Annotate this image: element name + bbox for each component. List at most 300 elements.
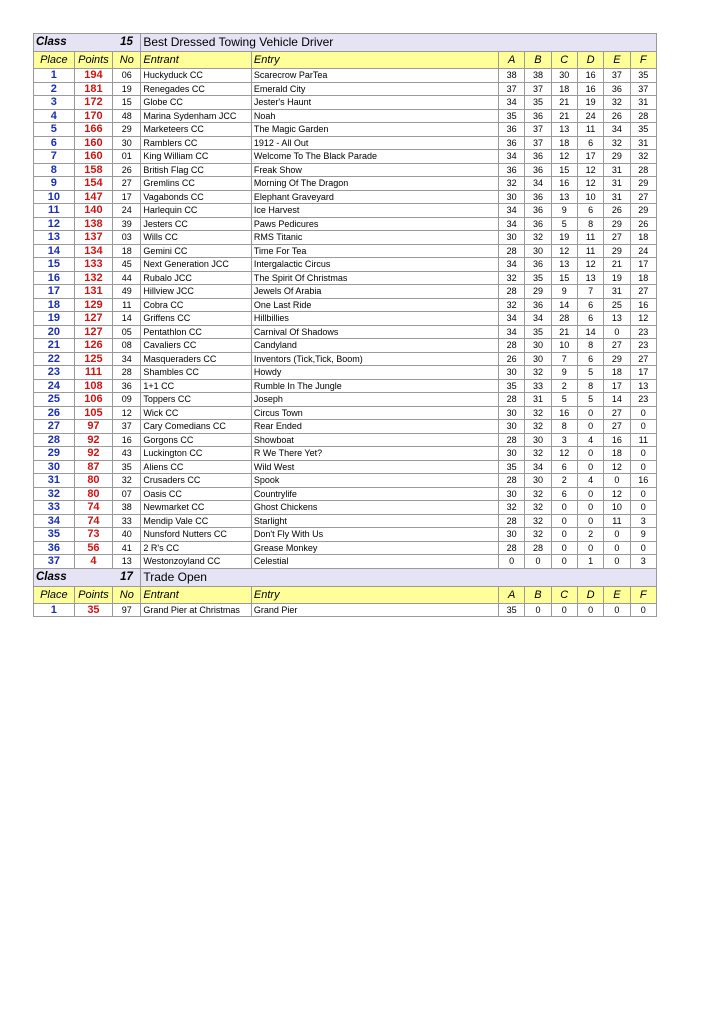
cell-d: 6 — [577, 352, 603, 366]
cell-entrant: Rubalo JCC — [141, 271, 252, 285]
cell-place: 15 — [34, 258, 75, 272]
cell-entrant: Cary Comedians CC — [141, 420, 252, 434]
class-number: 17 — [113, 568, 141, 586]
cell-no: 37 — [113, 420, 141, 434]
cell-f: 31 — [630, 96, 656, 110]
cell-f: 17 — [630, 258, 656, 272]
cell-f: 37 — [630, 82, 656, 96]
cell-c: 0 — [551, 603, 577, 617]
cell-no: 97 — [113, 603, 141, 617]
cell-f: 24 — [630, 244, 656, 258]
cell-f: 12 — [630, 312, 656, 326]
table-row — [34, 366, 657, 380]
cell-c: 6 — [551, 487, 577, 501]
class-title-row — [34, 34, 657, 52]
cell-points: 138 — [74, 217, 113, 231]
cell-entry: Time For Tea — [251, 244, 498, 258]
cell-no: 14 — [113, 312, 141, 326]
table-row — [34, 406, 657, 420]
cell-no: 40 — [113, 528, 141, 542]
cell-entrant: Shambles CC — [141, 366, 252, 380]
cell-a: 34 — [499, 325, 525, 339]
cell-c: 0 — [551, 555, 577, 569]
cell-points: 158 — [74, 163, 113, 177]
cell-e: 12 — [604, 460, 630, 474]
cell-points: 166 — [74, 123, 113, 137]
cell-f: 11 — [630, 433, 656, 447]
cell-c: 21 — [551, 325, 577, 339]
cell-b: 36 — [525, 217, 551, 231]
cell-d: 0 — [577, 541, 603, 555]
cell-no: 29 — [113, 123, 141, 137]
cell-place: 25 — [34, 393, 75, 407]
cell-c: 12 — [551, 244, 577, 258]
cell-d: 12 — [577, 177, 603, 191]
cell-place: 5 — [34, 123, 75, 137]
cell-entrant: 1+1 CC — [141, 379, 252, 393]
cell-e: 21 — [604, 258, 630, 272]
cell-points: 194 — [74, 69, 113, 83]
cell-e: 37 — [604, 69, 630, 83]
cell-b: 36 — [525, 163, 551, 177]
cell-no: 49 — [113, 285, 141, 299]
cell-a: 28 — [499, 514, 525, 528]
header-place: Place — [34, 52, 75, 69]
table-row — [34, 231, 657, 245]
cell-d: 16 — [577, 69, 603, 83]
header-f: F — [630, 52, 656, 69]
cell-e: 11 — [604, 514, 630, 528]
cell-entry: RMS Titanic — [251, 231, 498, 245]
cell-f: 23 — [630, 339, 656, 353]
cell-e: 27 — [604, 339, 630, 353]
table-row — [34, 298, 657, 312]
cell-a: 32 — [499, 298, 525, 312]
cell-c: 13 — [551, 190, 577, 204]
cell-no: 28 — [113, 366, 141, 380]
cell-a: 34 — [499, 150, 525, 164]
cell-e: 31 — [604, 163, 630, 177]
cell-c: 0 — [551, 501, 577, 515]
header-place: Place — [34, 586, 75, 603]
cell-place: 6 — [34, 136, 75, 150]
results-table — [33, 33, 657, 617]
cell-no: 27 — [113, 177, 141, 191]
cell-b: 34 — [525, 312, 551, 326]
cell-e: 0 — [604, 528, 630, 542]
class-name: Best Dressed Towing Vehicle Driver — [141, 34, 657, 52]
cell-c: 18 — [551, 136, 577, 150]
cell-e: 26 — [604, 109, 630, 123]
cell-c: 14 — [551, 298, 577, 312]
cell-entry: Scarecrow ParTea — [251, 69, 498, 83]
cell-f: 16 — [630, 298, 656, 312]
cell-d: 6 — [577, 312, 603, 326]
cell-f: 23 — [630, 393, 656, 407]
cell-place: 7 — [34, 150, 75, 164]
cell-f: 0 — [630, 460, 656, 474]
cell-e: 31 — [604, 177, 630, 191]
cell-a: 30 — [499, 447, 525, 461]
cell-points: 56 — [74, 541, 113, 555]
cell-b: 35 — [525, 96, 551, 110]
cell-b: 36 — [525, 204, 551, 218]
cell-entrant: Harlequin CC — [141, 204, 252, 218]
cell-entrant: Vagabonds CC — [141, 190, 252, 204]
cell-entry: Morning Of The Dragon — [251, 177, 498, 191]
cell-entry: Starlight — [251, 514, 498, 528]
cell-entrant: Griffens CC — [141, 312, 252, 326]
table-row — [34, 96, 657, 110]
cell-no: 01 — [113, 150, 141, 164]
cell-points: 92 — [74, 447, 113, 461]
cell-a: 30 — [499, 420, 525, 434]
cell-place: 29 — [34, 447, 75, 461]
cell-no: 33 — [113, 514, 141, 528]
cell-entry: Jewels Of Arabia — [251, 285, 498, 299]
cell-entrant: Mendip Vale CC — [141, 514, 252, 528]
cell-entrant: Hillview JCC — [141, 285, 252, 299]
class-number: 15 — [113, 34, 141, 52]
cell-a: 30 — [499, 528, 525, 542]
cell-entry: Hillbillies — [251, 312, 498, 326]
cell-e: 18 — [604, 447, 630, 461]
table-row — [34, 312, 657, 326]
cell-b: 36 — [525, 258, 551, 272]
cell-place: 26 — [34, 406, 75, 420]
cell-no: 13 — [113, 555, 141, 569]
table-row — [34, 163, 657, 177]
cell-d: 0 — [577, 420, 603, 434]
cell-b: 37 — [525, 82, 551, 96]
cell-points: 106 — [74, 393, 113, 407]
table-row — [34, 109, 657, 123]
table-row — [34, 541, 657, 555]
cell-points: 154 — [74, 177, 113, 191]
table-row — [34, 379, 657, 393]
class-label: Class — [34, 568, 113, 586]
cell-c: 0 — [551, 528, 577, 542]
table-row — [34, 177, 657, 191]
cell-f: 13 — [630, 379, 656, 393]
cell-entry: Showboat — [251, 433, 498, 447]
cell-entry: The Spirit Of Christmas — [251, 271, 498, 285]
class-title-row — [34, 568, 657, 586]
cell-f: 0 — [630, 447, 656, 461]
table-row — [34, 204, 657, 218]
header-points: Points — [74, 52, 113, 69]
table-row — [34, 487, 657, 501]
cell-entrant: Grand Pier at Christmas — [141, 603, 252, 617]
cell-entrant: Westonzoyland CC — [141, 555, 252, 569]
cell-e: 14 — [604, 393, 630, 407]
cell-e: 32 — [604, 136, 630, 150]
cell-f: 16 — [630, 474, 656, 488]
cell-no: 06 — [113, 69, 141, 83]
table-row — [34, 501, 657, 515]
header-c: C — [551, 52, 577, 69]
cell-e: 13 — [604, 312, 630, 326]
cell-d: 10 — [577, 190, 603, 204]
table-row — [34, 352, 657, 366]
cell-points: 125 — [74, 352, 113, 366]
table-row — [34, 339, 657, 353]
class-name: Trade Open — [141, 568, 657, 586]
header-d: D — [577, 586, 603, 603]
cell-a: 36 — [499, 163, 525, 177]
cell-entrant: Ramblers CC — [141, 136, 252, 150]
cell-c: 12 — [551, 447, 577, 461]
cell-entrant: Gremlins CC — [141, 177, 252, 191]
header-b: B — [525, 586, 551, 603]
cell-entry: Don't Fly With Us — [251, 528, 498, 542]
table-row — [34, 447, 657, 461]
table-row — [34, 82, 657, 96]
cell-place: 30 — [34, 460, 75, 474]
cell-a: 28 — [499, 285, 525, 299]
cell-d: 5 — [577, 366, 603, 380]
cell-b: 32 — [525, 528, 551, 542]
cell-e: 29 — [604, 352, 630, 366]
table-row — [34, 136, 657, 150]
cell-no: 48 — [113, 109, 141, 123]
cell-entrant: King William CC — [141, 150, 252, 164]
cell-a: 28 — [499, 244, 525, 258]
cell-f: 0 — [630, 420, 656, 434]
cell-place: 11 — [34, 204, 75, 218]
header-b: B — [525, 52, 551, 69]
cell-a: 32 — [499, 271, 525, 285]
results-sheet — [33, 33, 657, 617]
cell-entry: Grand Pier — [251, 603, 498, 617]
cell-points: 127 — [74, 325, 113, 339]
cell-entrant: Wills CC — [141, 231, 252, 245]
cell-entrant: Wick CC — [141, 406, 252, 420]
table-row — [34, 514, 657, 528]
cell-place: 31 — [34, 474, 75, 488]
cell-a: 32 — [499, 177, 525, 191]
cell-e: 12 — [604, 487, 630, 501]
table-row — [34, 528, 657, 542]
cell-entrant: Marketeers CC — [141, 123, 252, 137]
cell-points: 73 — [74, 528, 113, 542]
cell-d: 13 — [577, 271, 603, 285]
cell-b: 30 — [525, 352, 551, 366]
cell-entry: Spook — [251, 474, 498, 488]
cell-entry: Intergalactic Circus — [251, 258, 498, 272]
cell-a: 28 — [499, 474, 525, 488]
cell-a: 28 — [499, 393, 525, 407]
cell-place: 4 — [34, 109, 75, 123]
cell-d: 12 — [577, 258, 603, 272]
cell-d: 6 — [577, 298, 603, 312]
cell-entry: Candyland — [251, 339, 498, 353]
cell-e: 29 — [604, 150, 630, 164]
table-row — [34, 123, 657, 137]
cell-b: 32 — [525, 420, 551, 434]
cell-e: 10 — [604, 501, 630, 515]
cell-c: 21 — [551, 109, 577, 123]
cell-b: 32 — [525, 447, 551, 461]
cell-b: 36 — [525, 190, 551, 204]
cell-entrant: Gorgons CC — [141, 433, 252, 447]
cell-b: 30 — [525, 433, 551, 447]
cell-entry: Joseph — [251, 393, 498, 407]
cell-place: 37 — [34, 555, 75, 569]
cell-e: 0 — [604, 325, 630, 339]
cell-points: 134 — [74, 244, 113, 258]
cell-a: 26 — [499, 352, 525, 366]
cell-entrant: Huckyduck CC — [141, 69, 252, 83]
cell-b: 32 — [525, 406, 551, 420]
cell-f: 0 — [630, 487, 656, 501]
cell-place: 27 — [34, 420, 75, 434]
cell-place: 13 — [34, 231, 75, 245]
cell-d: 0 — [577, 487, 603, 501]
cell-d: 7 — [577, 285, 603, 299]
cell-f: 27 — [630, 190, 656, 204]
cell-c: 15 — [551, 271, 577, 285]
cell-e: 32 — [604, 96, 630, 110]
cell-f: 29 — [630, 204, 656, 218]
cell-entry: Rumble In The Jungle — [251, 379, 498, 393]
cell-place: 16 — [34, 271, 75, 285]
cell-entrant: Masqueraders CC — [141, 352, 252, 366]
cell-entrant: Pentathlon CC — [141, 325, 252, 339]
header-e: E — [604, 586, 630, 603]
cell-b: 34 — [525, 177, 551, 191]
table-row — [34, 271, 657, 285]
cell-a: 38 — [499, 69, 525, 83]
cell-f: 31 — [630, 136, 656, 150]
cell-entry: Emerald City — [251, 82, 498, 96]
cell-place: 28 — [34, 433, 75, 447]
header-entry: Entry — [251, 586, 498, 603]
cell-entry: Circus Town — [251, 406, 498, 420]
cell-d: 6 — [577, 204, 603, 218]
cell-d: 0 — [577, 460, 603, 474]
cell-b: 36 — [525, 298, 551, 312]
cell-a: 35 — [499, 460, 525, 474]
cell-no: 05 — [113, 325, 141, 339]
cell-points: 80 — [74, 487, 113, 501]
cell-no: 39 — [113, 217, 141, 231]
cell-no: 03 — [113, 231, 141, 245]
cell-entry: Ice Harvest — [251, 204, 498, 218]
cell-place: 23 — [34, 366, 75, 380]
cell-place: 12 — [34, 217, 75, 231]
cell-a: 34 — [499, 312, 525, 326]
cell-d: 5 — [577, 393, 603, 407]
cell-f: 9 — [630, 528, 656, 542]
cell-a: 30 — [499, 366, 525, 380]
cell-points: 181 — [74, 82, 113, 96]
cell-no: 36 — [113, 379, 141, 393]
cell-f: 18 — [630, 271, 656, 285]
cell-entry: Grease Monkey — [251, 541, 498, 555]
cell-f: 0 — [630, 603, 656, 617]
cell-entrant: Aliens CC — [141, 460, 252, 474]
cell-place: 24 — [34, 379, 75, 393]
header-f: F — [630, 586, 656, 603]
cell-e: 17 — [604, 379, 630, 393]
cell-c: 13 — [551, 258, 577, 272]
cell-a: 35 — [499, 379, 525, 393]
cell-c: 28 — [551, 312, 577, 326]
cell-points: 108 — [74, 379, 113, 393]
header-points: Points — [74, 586, 113, 603]
cell-a: 34 — [499, 217, 525, 231]
cell-e: 27 — [604, 231, 630, 245]
table-row — [34, 433, 657, 447]
cell-f: 35 — [630, 123, 656, 137]
cell-a: 30 — [499, 231, 525, 245]
cell-f: 27 — [630, 352, 656, 366]
cell-entrant: Oasis CC — [141, 487, 252, 501]
cell-c: 19 — [551, 231, 577, 245]
cell-b: 30 — [525, 474, 551, 488]
cell-e: 19 — [604, 271, 630, 285]
cell-f: 3 — [630, 555, 656, 569]
header-entry: Entry — [251, 52, 498, 69]
cell-place: 21 — [34, 339, 75, 353]
table-row — [34, 393, 657, 407]
cell-points: 92 — [74, 433, 113, 447]
cell-entry: Ghost Chickens — [251, 501, 498, 515]
cell-b: 32 — [525, 366, 551, 380]
cell-a: 34 — [499, 204, 525, 218]
cell-d: 0 — [577, 406, 603, 420]
table-row — [34, 258, 657, 272]
header-no: No — [113, 52, 141, 69]
cell-entry: Paws Pedicures — [251, 217, 498, 231]
cell-entry: The Magic Garden — [251, 123, 498, 137]
cell-f: 27 — [630, 285, 656, 299]
cell-entry: Jester's Haunt — [251, 96, 498, 110]
table-row — [34, 69, 657, 83]
cell-c: 9 — [551, 204, 577, 218]
cell-f: 17 — [630, 366, 656, 380]
cell-entrant: Nunsford Nutters CC — [141, 528, 252, 542]
cell-f: 0 — [630, 406, 656, 420]
cell-d: 0 — [577, 501, 603, 515]
cell-no: 41 — [113, 541, 141, 555]
table-row — [34, 285, 657, 299]
cell-entrant: Crusaders CC — [141, 474, 252, 488]
cell-c: 0 — [551, 514, 577, 528]
table-row — [34, 217, 657, 231]
cell-d: 14 — [577, 325, 603, 339]
cell-d: 0 — [577, 514, 603, 528]
cell-points: 147 — [74, 190, 113, 204]
cell-points: 35 — [74, 603, 113, 617]
cell-a: 36 — [499, 123, 525, 137]
table-row — [34, 325, 657, 339]
cell-place: 35 — [34, 528, 75, 542]
cell-d: 17 — [577, 150, 603, 164]
cell-entrant: Renegades CC — [141, 82, 252, 96]
table-row — [34, 190, 657, 204]
cell-d: 11 — [577, 244, 603, 258]
cell-f: 28 — [630, 109, 656, 123]
cell-entry: Welcome To The Black Parade — [251, 150, 498, 164]
cell-place: 19 — [34, 312, 75, 326]
cell-entrant: Newmarket CC — [141, 501, 252, 515]
cell-e: 0 — [604, 474, 630, 488]
cell-b: 0 — [525, 555, 551, 569]
cell-d: 1 — [577, 555, 603, 569]
cell-c: 2 — [551, 474, 577, 488]
